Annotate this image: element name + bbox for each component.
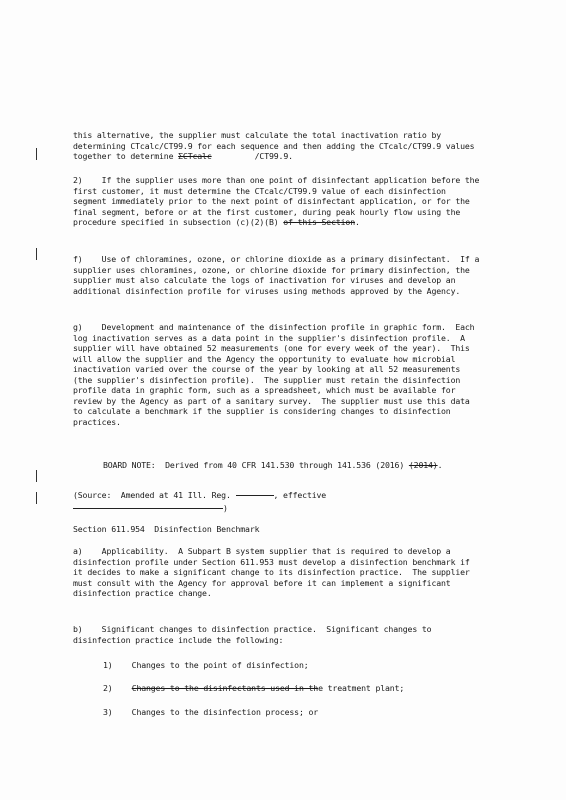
- revision-bar: [36, 148, 37, 160]
- paragraph-e2: [73, 175, 483, 228]
- blank-line: [236, 495, 274, 496]
- revision-bar: [36, 470, 37, 482]
- paragraph-text: this alternative, the supplier must calculate the total inactivation ratio by determining CTcalc/CT99.9 for each sequence and then adding the CTcalc/CT99.9 values together to determine: [73, 130, 480, 161]
- list-item: 1) Changes to the point of disinfection;: [103, 660, 309, 670]
- revision-bar: [36, 492, 37, 504]
- paragraph-text-end: .: [355, 217, 360, 227]
- paragraph-g: g) Development and maintenance of the disinfection profile in graphic form. Each log inactivation serves as a data point in the supplier's disinfection profile. A supplier will have obtained 52 measurements (one for every week of the year). This will allow the supplier and the Agency the opportunity to evaluate how microbial inactivation varied over the course of the year by looking at all 52 measurements (the supplier's disinfection profile). The supplier must retain the disinfection profile data in graphic form, such as a spreadsheet, which must be available for review by the Agency as part of a sanitary survey. The supplier must use this data to calculate a benchmark if the supplier is considering changes to disinfection practices.: [73, 322, 480, 427]
- list-item-text: e treatment plant;: [318, 683, 405, 693]
- source-note-line2: [73, 503, 483, 514]
- struck-text: Changes to the disinfectants used in th: [131, 683, 319, 693]
- source-close: ): [223, 503, 228, 513]
- board-note-text: BOARD NOTE: Derived from 40 CFR 141.530 through 141.536 (2016): [103, 460, 405, 470]
- list-item: [103, 683, 483, 694]
- paragraph-f: f) Use of chloramines, ozone, or chlorine dioxide as a primary disinfectant. If a supplier uses chloramines, ozone, or chlorine dioxide for primary disinfection, the supplier must also calculate the logs of inactivation for viruses and develop an additional disinfection profile for viruses using methods approved by the Agency.: [73, 254, 485, 296]
- paragraph-text-end: /CT99.9.: [254, 151, 293, 161]
- revision-bar: [36, 248, 37, 260]
- board-note: [103, 460, 483, 471]
- source-note: [73, 490, 483, 501]
- struck-text: of this Section: [283, 217, 355, 227]
- source-text: (Source: Amended at 41 Ill. Reg.: [73, 490, 236, 500]
- struck-text: (2014): [408, 460, 438, 470]
- paragraph-continuation: [73, 130, 483, 162]
- section-heading: Section 611.954 Disinfection Benchmark: [73, 524, 260, 534]
- paragraph-a: a) Applicability. A Subpart B system supplier that is required to develop a disinfection profile under Section 611.953 must develop a disinfection benchmark if it decides to make a significant change to its disinfection practice. The supplier must consult with the Agency for approval before it can implement a significant disinfection practice change.: [73, 546, 475, 598]
- source-text-end: , effective: [273, 490, 327, 500]
- list-item-label: 2): [103, 683, 132, 693]
- paragraph-b: b) Significant changes to disinfection practice. Significant changes to disinfection practice include the following:: [73, 624, 437, 645]
- blank-line: [73, 508, 223, 509]
- paragraph-text: 2) If the supplier uses more than one point of disinfectant application before the first customer, it must determine the CTcalc/CT99.9 value of each disinfection segment immediately prior to the next point of disinfectant application, or for the final segment, before or at the first customer, during peak hourly flow using the procedure specified in subsection (c)(2)(B): [73, 175, 485, 227]
- board-note-end: .: [437, 460, 443, 470]
- struck-text: ΣCTcalc: [178, 151, 212, 161]
- list-item: 3) Changes to the disinfection process; or: [103, 707, 319, 717]
